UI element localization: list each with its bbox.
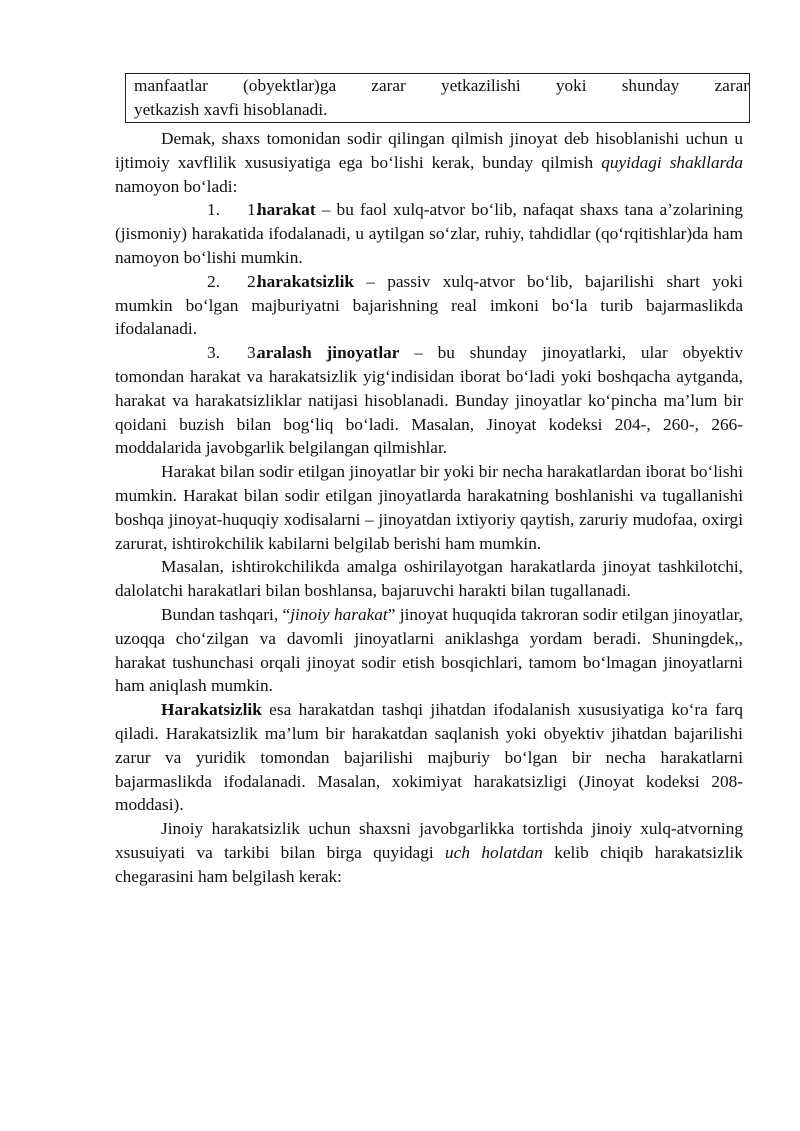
list-text: – passiv xulq-atvor bo‘lib, bajarilishi shart yoki mumkin bo‘lgan majburiyatni bajarishning real imkoni bo‘la turib bajarmaslikda ifodalanadi. [115,271,743,339]
list-item-1 [115,198,743,269]
paragraph-criminal-action [115,603,743,698]
list-number-outer: 2. [207,271,220,291]
criminal-inaction-text-end: kelib chiqib harakatsizlik chegarasini ham belgilash kerak: [115,842,743,886]
paragraph-inaction [115,698,743,817]
inaction-term: Harakatsizlik [161,700,262,720]
list-number-inner: 3. [247,343,260,363]
intro-text: Demak, shaxs tomonidan sodir qilingan qilmish jinoyat deb hisoblanishi uchun u ijtimoiy xavflilik xususiyatiga ega bo‘lishi kerak, bunday qilmish [115,129,743,172]
paragraph-example: Masalan, ishtirokchilikda amalga oshirilayotgan harakatlarda jinoyat tashkilotchi, dalolatchi harakatlari bilan boshlansa, bajaruvchi harakti bilan tugallanadi. [115,557,743,601]
box-line-2: yetkazish xavfi hisoblanadi. [134,99,328,119]
list-term: harakat [257,200,316,220]
list-term: aralash jinoyatlar [257,343,400,363]
bordered-text-box [125,73,750,123]
box-line-1: manfaatlar (obyektlar)ga zarar yetkazilishi yoki shunday zarar [134,76,749,95]
list-term: harakatsizlik [257,271,354,291]
document-body [115,127,743,889]
criminal-action-italic: jinoiy harakat [290,604,388,624]
inaction-text: esa harakatdan tashqi jihatdan ifodalanish xususiyatiga ko‘ra farq qiladi. Harakatsizlik ma’lum bir harakatdan saqlanish yoki obyektiv jihatdan bajarilishi zarur va yuridik tomondan bajarilishi majburiy bo‘lgan bir necha harakatlarni bajarmaslikda ifodalanadi. Masalan, xokimiyat harakatsizligi (Jinoyat kodeksi 208-moddasi). [115,700,743,815]
criminal-inaction-text: Jinoiy harakatsizlik uchun shaxsni javobgarlikka tortishda jinoiy xulq-atvorning xsusuiyati va tarkibi bilan birga quyidagi [115,819,743,862]
criminal-action-text-end: ” jinoyat huquqida takroran sodir etilgan jinoyatlar, uzoqqa cho‘zilgan va davomli jinoyatlarni aniklashga yordam beradi. Shuningdek,, harakat tushunchasi orqali jinoyat sodir etish bosqichlari, tamom bo‘lmagan jinoyatlarni ham aniqlash mumkin. [115,604,743,696]
criminal-inaction-italic: uch holatdan [445,842,543,862]
list-item-2 [115,270,743,341]
paragraph-criminal-inaction [115,817,743,888]
intro-italic: quyidagi shakllarda [601,152,743,172]
list-text: – bu shunday jinoyatlarki, ular obyektiv tomondan harakat va harakatsizlik yig‘indisidan iborat bo‘ladi yoki boshqacha aytganda, harakat va harakatsizliklar natijasi hisoblanadi. Bunday jinoyatlar ko‘pincha ma’lum bir qoidani buzish bilan bog‘liq bo‘ladi. Masalan, Jinoyat kodeksi 204-, 260-, 266-moddalarida javobgarlik belgilangan qilmishlar. [115,343,743,458]
list-number-outer: 1. [207,200,220,220]
list-number-outer: 3. [207,343,220,363]
list-text: – bu faol xulq-atvor bo‘lib, nafaqat shaxs tana a’zolarining (jismoniy) harakatida ifodalanadi, u aytilgan so‘zlar, ruhiy, tahdidlar (qo‘rqitishlar)da ham namoyon bo‘lishi mumkin. [115,200,743,267]
intro-text-end: namoyon bo‘ladi: [115,176,238,196]
paragraph-intro [115,127,743,198]
paragraph-action-crimes: Harakat bilan sodir etilgan jinoyatlar bir yoki bir necha harakatlardan iborat bo‘lishi mumkin. Harakat bilan sodir etilgan jinoyatlarda harakatning boshlanishi va tugallanishi boshqa jinoyat-huquqiy xodisalarni – jinoyatdan ixtiyoriy qaytish, zaruriy mudofaa, oxirgi zarurat, ishtirokchilik kabilarni belgilab berishi ham mumkin. [115,462,743,553]
list-item-3 [115,341,743,460]
list-number-inner: 2. [247,271,260,291]
list-number-inner: 1. [247,200,260,220]
criminal-action-text: Bundan tashqari, “ [161,604,291,624]
